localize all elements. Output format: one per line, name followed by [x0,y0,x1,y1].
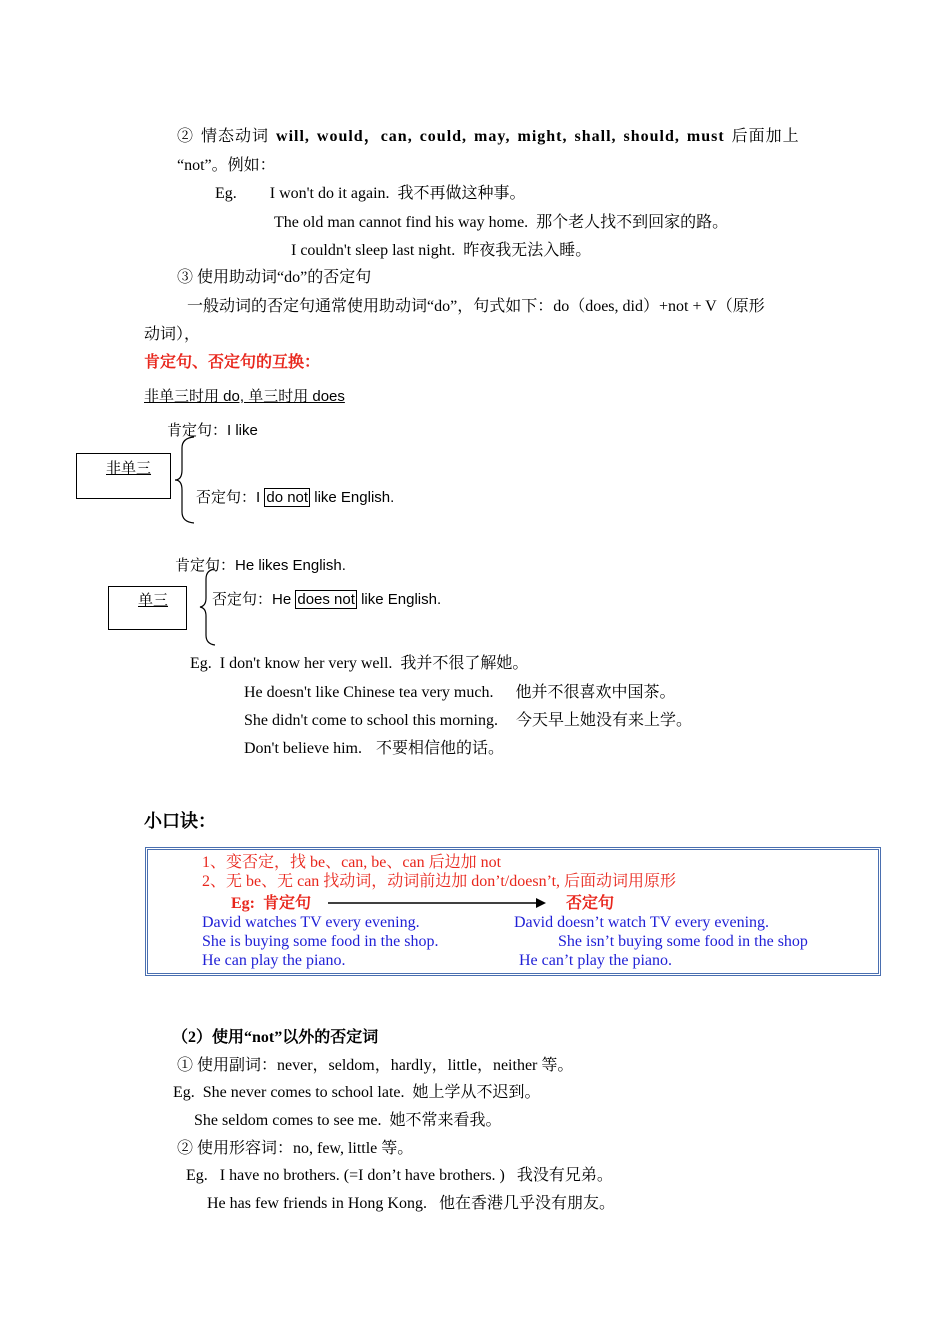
example-sentence: Eg. She never comes to school late. 她上学从不迟到。 [173,1084,541,1101]
negative-sentence-2: 否定句：He does not like English. [212,591,442,608]
tip-rule-2: 2、无 be、无 can 找动词，动词前边加 don’t/doesn’t, 后面动词用原形 [202,873,677,890]
brace-icon [174,436,198,524]
modal-verbs-paragraph: ② 情态动词 will, would，can, could, may, might, shall, should, must 后面加上 [177,128,800,145]
tip-title: 小口诀： [144,811,216,831]
section-2-heading: （2）使用“not”以外的否定词 [172,1029,379,1046]
adjective-rule: ② 使用形容词：no, few, little 等。 [177,1140,414,1157]
aux-do-heading: ③ 使用助动词“do”的否定句 [177,269,372,286]
positive-example: He can play the piano. [202,952,346,969]
example-sentence: Eg. I have no brothers. (=I don’t have brothers. ) 我没有兄弟。 [186,1167,613,1184]
example-sentence: He has few friends in Hong Kong. 他在香港几乎没有朋友。 [207,1195,615,1212]
rule-underlined: 非单三时用 do, 单三时用 does [144,388,345,405]
swap-title: 肯定句、否定句的互换： [144,354,321,371]
example-sentence: Eg. I won't do it again. 我不再做这种事。 [215,185,526,202]
modal-verbs-line2: “not”。例如： [177,157,276,174]
example-sentence: She seldom comes to see me. 她不常来看我。 [194,1112,502,1129]
aux-do-description: 一般动词的否定句通常使用助动词“do”，句式如下：do（does, did）+not + V（原形 [187,298,765,315]
example-sentence: She didn't come to school this morning. 今天早上她没有来上学。 [244,712,692,729]
adverb-rule: ① 使用副词：never，seldom，hardly，little，neither 等。 [177,1057,574,1074]
positive-header: 肯定句 [263,895,312,912]
negative-example: David doesn’t watch TV every evening. [514,914,770,931]
tip-rule-1: 1、变否定，找 be、can, be、can 后边加 not [202,854,502,871]
example-sentence: Don't believe him. 不要相信他的话。 [244,740,504,757]
example-sentence: The old man cannot find his way home. 那个老人找不到回家的路。 [274,214,729,231]
example-sentence: He doesn't like Chinese tea very much. 他并不很喜欢中国茶。 [244,684,676,701]
example-sentence: I couldn't sleep last night. 昨夜我无法入睡。 [291,242,592,259]
label-non-third-person: 非单三 [106,460,152,477]
highlight-does-not: does not [297,591,355,608]
positive-example: David watches TV every evening. [202,914,420,931]
tip-example-header: Eg: 肯定句 [231,895,312,912]
positive-sentence-1: 肯定句：I like [167,422,258,439]
label-third-person: 单三 [138,592,169,609]
aux-do-description-cont: 动词）， [144,326,201,343]
negative-example: He can’t play the piano. [519,952,672,969]
negative-sentence-1: 否定句：I do not like English. [196,489,395,506]
arrow-icon [328,897,548,909]
negative-example: She isn’t buying some food in the shop [558,933,808,950]
highlight-do-not: do not [266,489,309,506]
modal-verbs-list: will, would，can, could, may, might, shall, should, must [276,128,725,145]
positive-sentence-2: 肯定句：He likes English. [175,557,346,574]
positive-example: She is buying some food in the shop. [202,933,439,950]
example-sentence: Eg. I don't know her very well. 我并不很了解她。 [190,655,529,672]
negative-header: 否定句 [566,895,615,912]
